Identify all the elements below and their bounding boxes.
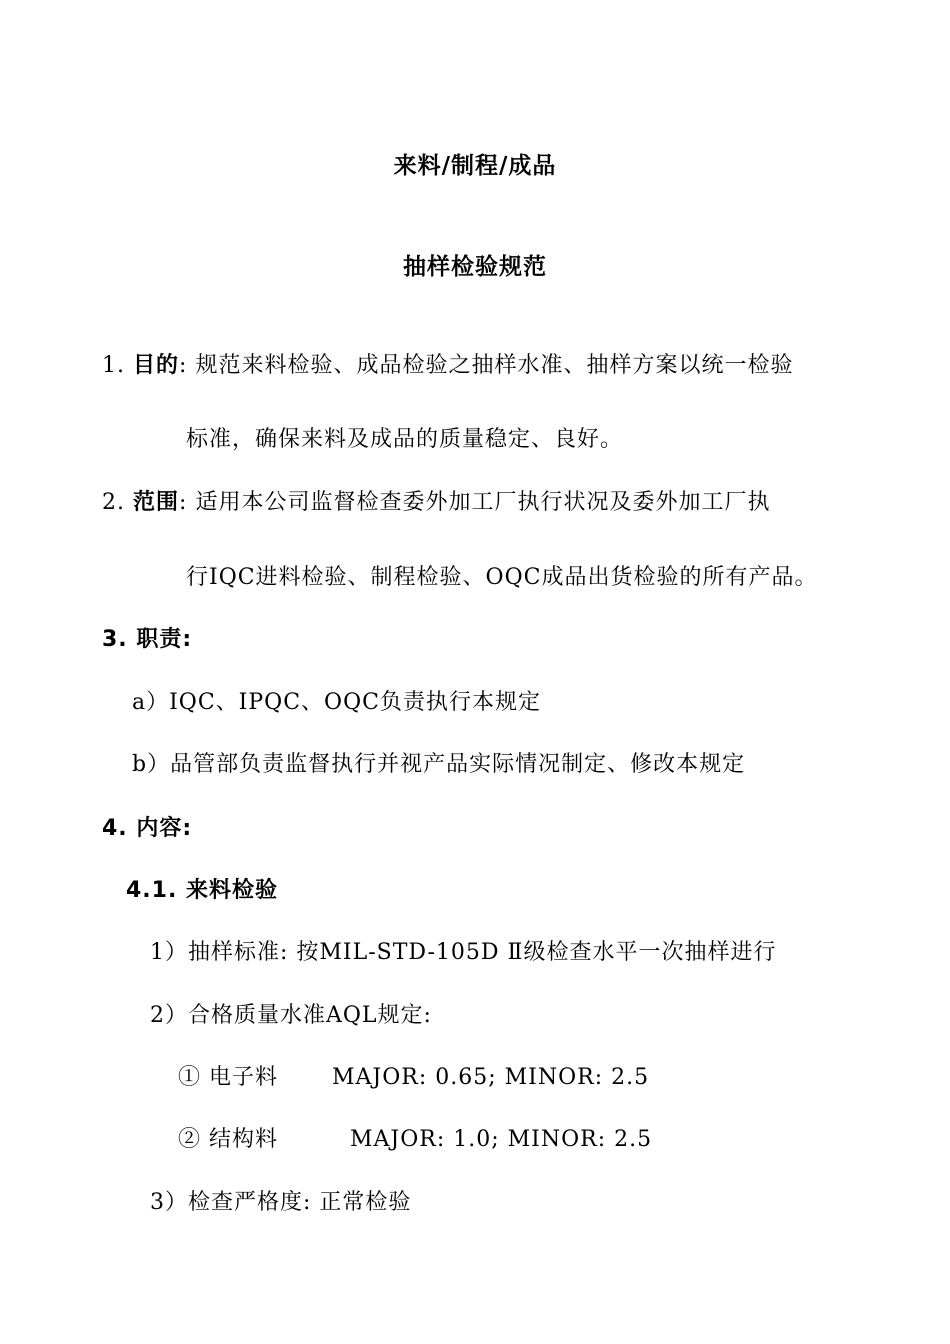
aql-electronic-value: MAJOR: 0.65; MINOR: 2.5 — [332, 1065, 650, 1090]
section-2-scope — [102, 488, 770, 518]
aql-structural-label: ② 结构料 — [178, 1127, 278, 1152]
section-1-continuation: 标准，确保来料及成品的质量稳定、良好。 — [186, 427, 624, 452]
title-line-1: 来料/制程/成品 — [393, 153, 557, 179]
section-4-heading: 4. 内容: — [102, 816, 193, 841]
section-3-item-b: b）品管部负责监督执行并视产品实际情况制定、修改本规定 — [132, 752, 746, 777]
section-2-number: 2. — [102, 490, 125, 515]
aql-structural-value: MAJOR: 1.0; MINOR: 2.5 — [350, 1127, 653, 1152]
section-1-colon: : — [179, 353, 188, 378]
section-2-colon: : — [179, 490, 188, 515]
aql-electronic-label: ① 电子料 — [178, 1065, 278, 1090]
section-1-number: 1. — [102, 353, 125, 378]
section-1-text: 规范来料检验、成品检验之抽样水准、抽样方案以统一检验 — [195, 353, 794, 378]
title-line-2: 抽样检验规范 — [403, 254, 547, 280]
section-2-continuation: 行IQC进料检验、制程检验、OQC成品出货检验的所有产品。 — [186, 565, 818, 590]
section-1-purpose — [102, 351, 793, 381]
section-3-heading: 3. 职责: — [102, 627, 193, 652]
section-4-1-item-3: 3）检查严格度: 正常检验 — [150, 1190, 412, 1215]
section-4-1-heading: 4.1. 来料检验 — [126, 878, 278, 903]
section-4-1-item-1: 1）抽样标准: 按MIL-STD-105D Ⅱ级检查水平一次抽样进行 — [150, 940, 777, 965]
section-3-item-a: a）IQC、IPQC、OQC负责执行本规定 — [132, 690, 541, 715]
section-4-1-item-2: 2）合格质量水准AQL规定: — [150, 1003, 432, 1028]
section-2-label: 范围 — [133, 490, 180, 515]
section-2-text: 适用本公司监督检查委外加工厂执行状况及委外加工厂执 — [195, 490, 771, 515]
section-1-label: 目的 — [133, 353, 180, 378]
